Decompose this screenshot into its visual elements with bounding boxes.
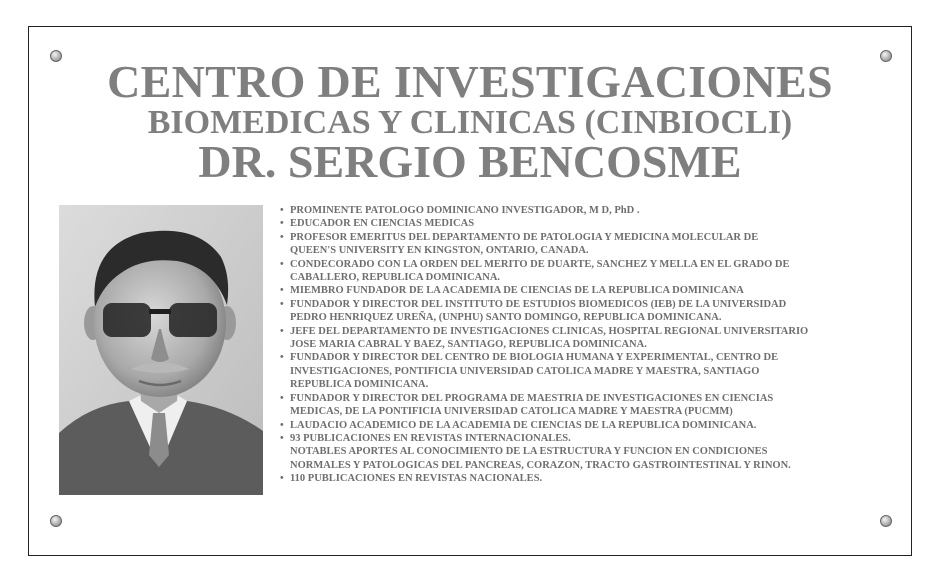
- bio-item-line: • CONDECORADO CON LA ORDEN DEL MERITO DE DUARTE, SANCHEZ Y MELLA EN EL GRADO DE: [290, 258, 790, 270]
- bio-item: [280, 258, 900, 285]
- bio-item: [280, 298, 900, 325]
- portrait-photo: [59, 205, 263, 495]
- title-line-2: BIOMEDICAS Y CLINICAS (CINBIOCLI): [147, 104, 793, 141]
- bio-item: [280, 392, 900, 419]
- bio-item-line: • 93 PUBLICACIONES EN REVISTAS INTERNACIONALES.: [290, 432, 571, 444]
- commemorative-plaque: [28, 26, 912, 556]
- bio-item-line: • FUNDADOR Y DIRECTOR DEL CENTRO DE BIOLOGIA HUMANA Y EXPERIMENTAL, CENTRO DE: [290, 352, 779, 364]
- bio-item: [280, 325, 900, 352]
- bio-item-line: REPUBLICA DOMINICANA.: [290, 379, 429, 391]
- bio-item: [280, 351, 900, 391]
- bio-item-line: INVESTIGACIONES, PONTIFICIA UNIVERSIDAD CATOLICA MADRE Y MAESTRA, SANTIAGO: [290, 365, 760, 377]
- title-line-1: CENTRO DE INVESTIGACIONES: [107, 56, 833, 107]
- bio-item-line: PEDRO HENRIQUEZ UREÑA, (UNPHU) SANTO DOMINGO, REPUBLICA DOMINICANA.: [290, 312, 722, 324]
- bio-item-line: CABALLERO, REPUBLICA DOMINICANA.: [290, 272, 501, 284]
- bio-item-line: JOSE MARIA CABRAL Y BAEZ, SANTIAGO, REPUBLICA DOMINICANA.: [290, 339, 647, 351]
- bio-item-line: • FUNDADOR Y DIRECTOR DEL INSTITUTO DE ESTUDIOS BIOMEDICOS (IEB) DE LA UNIVERSIDAD: [290, 298, 787, 310]
- bio-item: [280, 419, 900, 432]
- portrait-illustration: [59, 205, 263, 495]
- screw-icon: [50, 515, 62, 527]
- bio-item: [280, 217, 900, 230]
- bio-item-line: NOTABLES APORTES AL CONOCIMIENTO DE LA ESTRUCTURA Y FUNCION EN CONDICIONES: [290, 446, 768, 458]
- bio-item-line: • PROFESOR EMERITUS DEL DEPARTAMENTO DE PATOLOGIA Y MEDICINA MOLECULAR DE: [290, 231, 759, 243]
- bio-item: [280, 472, 900, 485]
- bio-item-line: MEDICAS, DE LA PONTIFICIA UNIVERSIDAD CATOLICA MADRE Y MAESTRA (PUCMM): [290, 406, 733, 418]
- bio-item: [280, 284, 900, 297]
- bio-item: [280, 204, 900, 217]
- bio-item: [280, 432, 900, 472]
- title-line-3: DR. SERGIO BENCOSME: [198, 136, 742, 187]
- bio-item-line: • LAUDACIO ACADEMICO DE LA ACADEMIA DE CIENCIAS DE LA REPUBLICA DOMINICANA.: [290, 419, 757, 431]
- bio-item-line: • JEFE DEL DEPARTAMENTO DE INVESTIGACIONES CLINICAS, HOSPITAL REGIONAL UNIVERSITARIO: [290, 325, 809, 337]
- bio-item-line: • MIEMBRO FUNDADOR DE LA ACADEMIA DE CIENCIAS DE LA REPUBLICA DOMINICANA: [290, 285, 744, 297]
- bio-item-line: QUEEN'S UNIVERSITY EN KINGSTON, ONTARIO, CANADA.: [290, 245, 589, 257]
- screw-icon: [880, 515, 892, 527]
- biography-list: [280, 204, 900, 486]
- bio-item-line: • PROMINENTE PATOLOGO DOMINICANO INVESTIGADOR, M D, PhD .: [290, 205, 640, 216]
- bio-item-line: NORMALES Y PATOLOGICAS DEL PANCREAS, CORAZON, TRACTO GASTROINTESTINAL Y RINON.: [290, 459, 791, 471]
- bio-item-line: • 110 PUBLICACIONES EN REVISTAS NACIONALES.: [290, 473, 543, 485]
- bio-item-line: • EDUCADOR EN CIENCIAS MEDICAS: [290, 218, 475, 230]
- bio-item: [280, 231, 900, 258]
- bio-item-line: • FUNDADOR Y DIRECTOR DEL PROGRAMA DE MAESTRIA DE INVESTIGACIONES EN CIENCIAS: [290, 392, 774, 404]
